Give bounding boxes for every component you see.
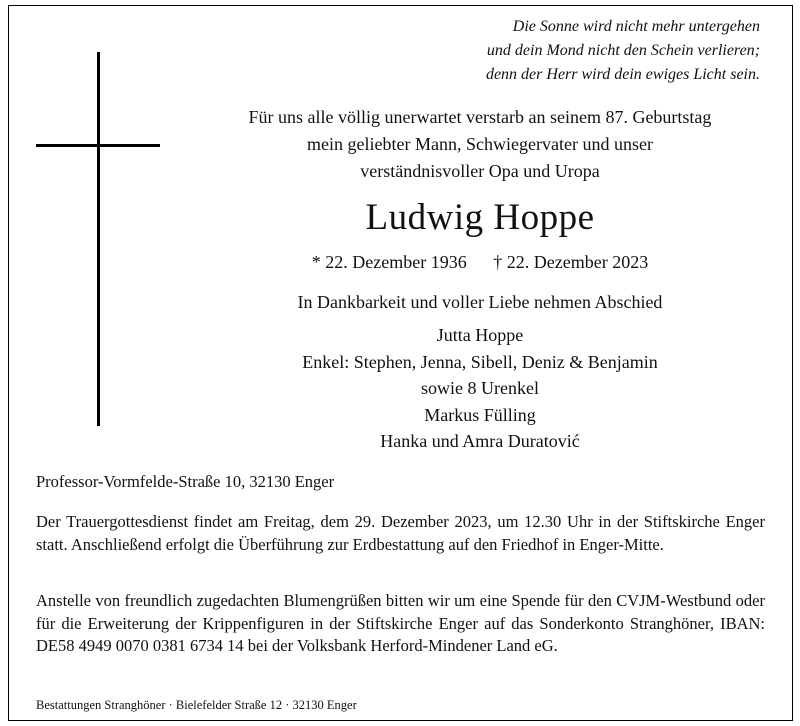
mourner-line: Markus Fülling — [424, 404, 536, 425]
intro-line: mein geliebter Mann, Schwiegervater und unser — [307, 134, 653, 154]
bible-quote — [340, 15, 760, 87]
quote-line: Die Sonne wird nicht mehr untergehen — [512, 18, 760, 35]
intro-line: verständnisvoller Opa und Uropa — [360, 161, 600, 181]
family-address: Professor-Vormfelde-Straße 10, 32130 Enger — [36, 472, 335, 491]
undertaker-footer: Bestattungen Stranghöner · Bielefelder Straße 12 · 32130 Enger — [36, 698, 357, 712]
farewell-text: In Dankbarkeit und voller Liebe nehmen Abschied — [297, 292, 663, 312]
mourner-line: Enkel: Stephen, Jenna, Sibell, Deniz & Benjamin — [302, 351, 658, 372]
birth-date: * 22. Dezember 1936 — [311, 252, 467, 272]
mourners-list — [180, 322, 780, 455]
quote-line: und dein Mond nicht den Schein verlieren; — [486, 42, 760, 59]
deceased-name: Ludwig Hoppe — [365, 197, 595, 238]
cross-icon-bar — [36, 144, 160, 147]
intro-line: Für uns alle völlig unerwartet verstarb an seinem 87. Geburtstag — [248, 107, 712, 127]
donation-paragraph: Anstelle von freundlich zugedachten Blumengrüßen bitten wir um eine Spende für den CVJM-Westbund oder für die Erweiterung der Krippenfiguren in der Stiftskirche Enger auf das Sonderkonto Stranghöner, IBAN: DE58 4949 0070 0381 6734 14 bei der Volksbank Herford-Mindener Land eG. — [36, 591, 765, 655]
mourner-line: sowie 8 Urenkel — [421, 378, 539, 398]
mourner-line: Hanka und Amra Duratović — [380, 431, 580, 451]
intro-text — [180, 104, 780, 185]
quote-line: denn der Herr wird dein ewiges Licht sein. — [485, 66, 760, 83]
service-paragraph: Der Trauergottesdienst findet am Freitag, dem 29. Dezember 2023, um 12.30 Uhr in der Stiftskirche Enger statt. Anschließend erfolgt die Überführung zur Erdbestattung auf den Friedhof in Enger-Mitte. — [36, 512, 765, 554]
mourner-line: Jutta Hoppe — [436, 325, 524, 345]
death-date: † 22. Dezember 2023 — [493, 252, 649, 272]
life-dates — [180, 250, 780, 274]
cross-icon — [97, 52, 100, 426]
